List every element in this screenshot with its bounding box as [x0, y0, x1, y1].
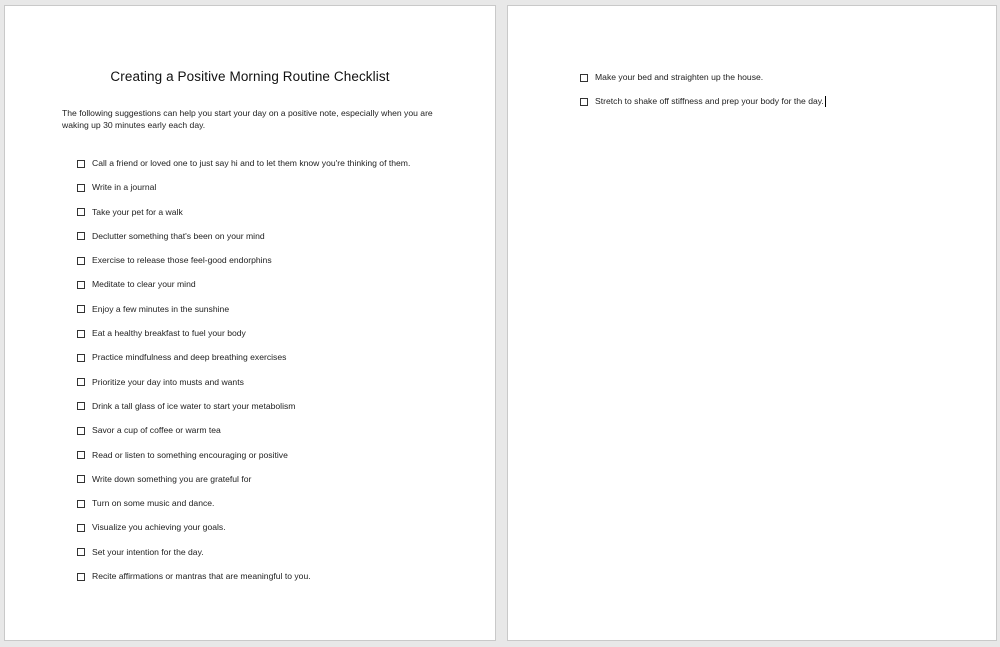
checklist-item — [77, 377, 410, 401]
checklist-item — [77, 207, 410, 231]
checklist-item — [77, 522, 410, 546]
checkbox-icon[interactable] — [77, 184, 85, 192]
checklist-item — [580, 72, 826, 96]
document-page-1[interactable] — [4, 5, 496, 641]
checkbox-icon[interactable] — [77, 281, 85, 289]
checklist-item — [77, 279, 410, 303]
checklist-item — [77, 498, 410, 522]
checklist-page-1 — [77, 158, 410, 595]
checklist-item — [77, 547, 410, 571]
checkbox-icon[interactable] — [77, 160, 85, 168]
checklist-item — [77, 571, 410, 595]
intro-paragraph: The following suggestions can help you start your day on a positive note, especially when you are waking up 30 minutes early each day. — [62, 108, 433, 130]
checkbox-icon[interactable] — [580, 74, 588, 82]
checklist-item-text: Read or listen to something encouraging or positive — [92, 449, 288, 460]
checklist-item-text: Drink a tall glass of ice water to start your metabolism — [92, 400, 296, 411]
checklist-item-text: Stretch to shake off stiffness and prep your body for the day. — [595, 96, 824, 107]
checkbox-icon[interactable] — [77, 524, 85, 532]
checklist-item — [77, 231, 410, 255]
checklist-item-text: Enjoy a few minutes in the sunshine — [92, 303, 230, 314]
checklist-item — [77, 474, 410, 498]
checklist-item — [77, 401, 410, 425]
checklist-item-text: Call a friend or loved one to just say hi and to let them know you're thinking of them. — [92, 158, 411, 168]
checkbox-icon[interactable] — [580, 98, 588, 106]
checklist-item — [77, 255, 410, 279]
checklist-item — [77, 425, 410, 449]
checklist-item — [77, 182, 410, 206]
checkbox-icon[interactable] — [77, 402, 85, 410]
checklist-item-text: Turn on some music and dance. — [92, 498, 215, 509]
checklist-item-text: Write in a journal — [92, 182, 157, 193]
checklist-item-text: Write down something you are grateful for — [92, 473, 252, 484]
checkbox-icon[interactable] — [77, 378, 85, 386]
checkbox-icon[interactable] — [77, 305, 85, 313]
checklist-item-text: Make your bed and straighten up the house. — [595, 72, 764, 82]
checklist-item-text: Declutter something that's been on your mind — [92, 230, 265, 241]
checklist-item — [580, 96, 826, 120]
document-title: Creating a Positive Morning Routine Checklist — [110, 69, 390, 84]
checkbox-icon[interactable] — [77, 500, 85, 508]
checklist-item-text: Savor a cup of coffee or warm tea — [92, 425, 221, 436]
checklist-item-text: Practice mindfulness and deep breathing exercises — [92, 352, 287, 363]
checklist-item — [77, 328, 410, 352]
checkbox-icon[interactable] — [77, 427, 85, 435]
checkbox-icon[interactable] — [77, 354, 85, 362]
checklist-item-text: Visualize you achieving your goals. — [92, 522, 226, 533]
checklist-item-text: Meditate to clear your mind — [92, 279, 196, 290]
checklist-item — [77, 158, 410, 182]
checkbox-icon[interactable] — [77, 208, 85, 216]
checklist-item — [77, 450, 410, 474]
checkbox-icon[interactable] — [77, 573, 85, 581]
checkbox-icon[interactable] — [77, 475, 85, 483]
checklist-item-text: Take your pet for a walk — [92, 206, 183, 217]
checklist-item — [77, 304, 410, 328]
text-cursor — [825, 96, 826, 107]
checkbox-icon[interactable] — [77, 257, 85, 265]
checkbox-icon[interactable] — [77, 330, 85, 338]
checklist-item-text: Set your intention for the day. — [92, 546, 204, 557]
checklist-page-2 — [580, 72, 826, 121]
checklist-item-text: Recite affirmations or mantras that are meaningful to you. — [92, 571, 311, 582]
checklist-item-text: Eat a healthy breakfast to fuel your body — [92, 328, 246, 339]
checkbox-icon[interactable] — [77, 548, 85, 556]
checklist-item-text: Exercise to release those feel-good endorphins — [92, 255, 272, 266]
document-page-2[interactable] — [507, 5, 997, 641]
checkbox-icon[interactable] — [77, 232, 85, 240]
checklist-item-text: Prioritize your day into musts and wants — [92, 376, 244, 387]
checkbox-icon[interactable] — [77, 451, 85, 459]
checklist-item — [77, 352, 410, 376]
